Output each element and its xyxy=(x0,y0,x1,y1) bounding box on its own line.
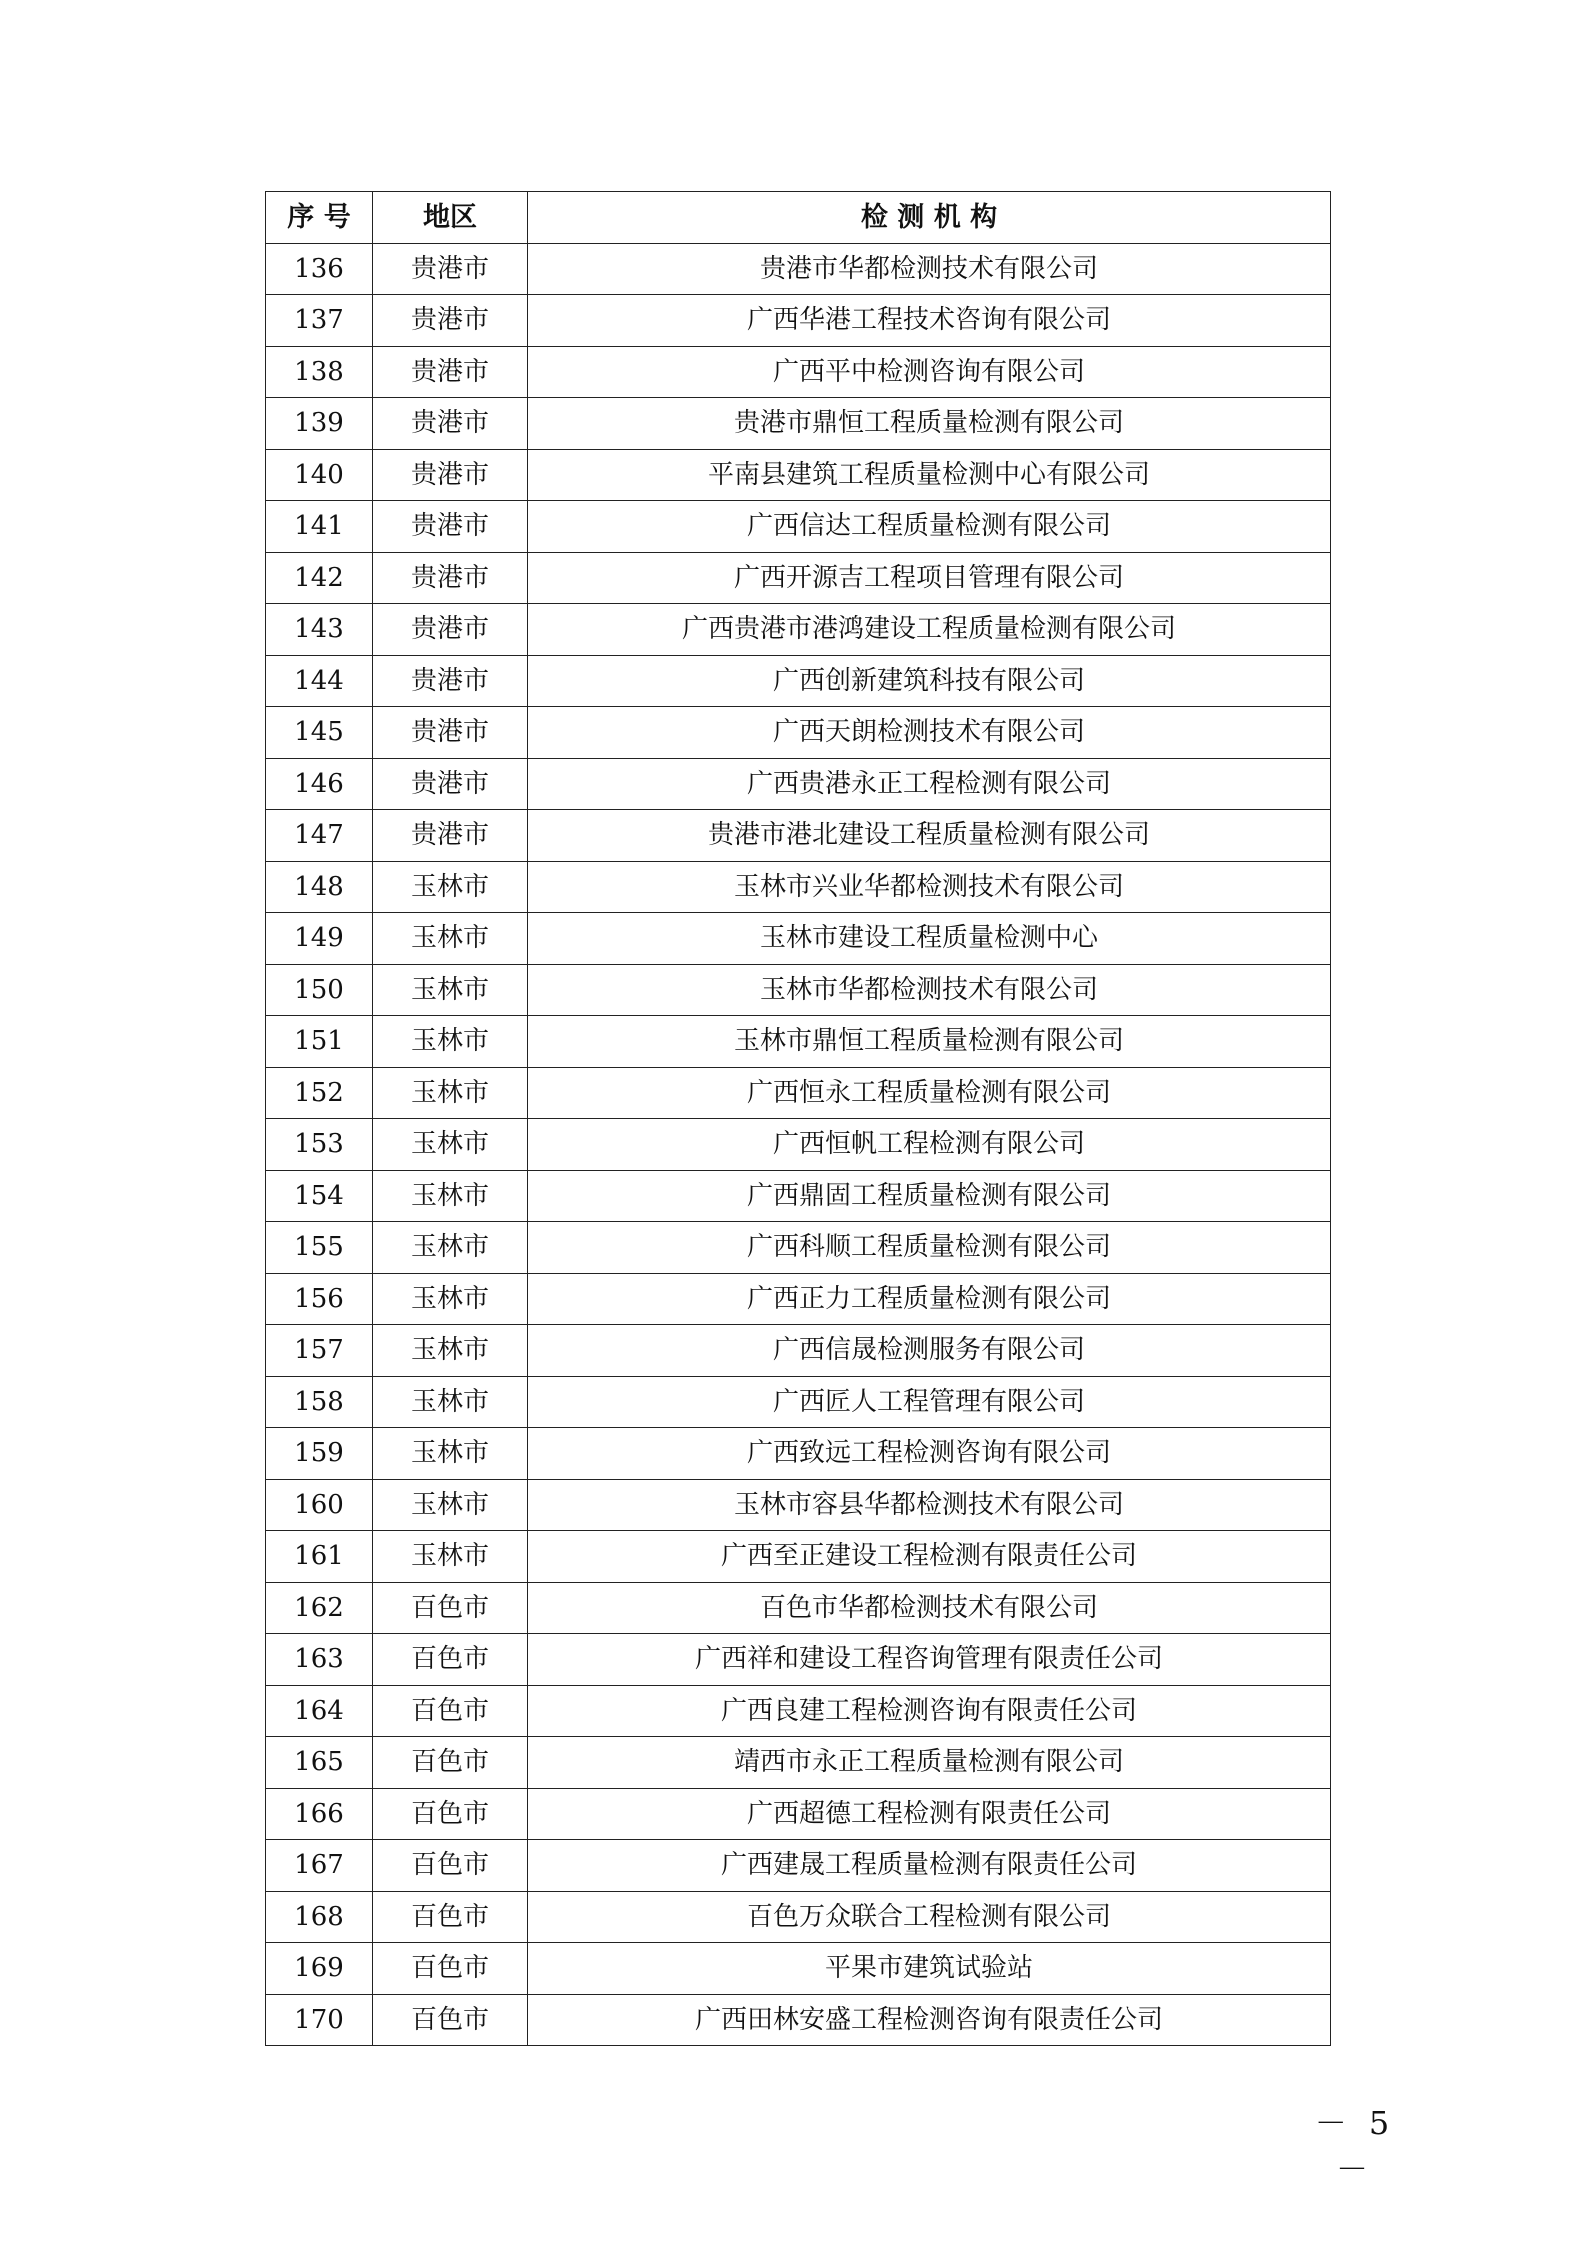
table-row xyxy=(266,1222,1331,1274)
cell-region: 玉林市 xyxy=(373,964,528,1016)
cell-seq: 152 xyxy=(266,1067,373,1119)
table-row xyxy=(266,243,1331,295)
table-row xyxy=(266,1994,1331,2046)
table-row xyxy=(266,1273,1331,1325)
table-row xyxy=(266,449,1331,501)
cell-seq: 139 xyxy=(266,398,373,450)
cell-region: 贵港市 xyxy=(373,758,528,810)
cell-region: 玉林市 xyxy=(373,913,528,965)
table-row xyxy=(266,707,1331,759)
cell-org: 广西创新建筑科技有限公司 xyxy=(528,655,1331,707)
cell-region: 百色市 xyxy=(373,1685,528,1737)
page-number: － 5 － xyxy=(1314,2104,1396,2188)
cell-region: 玉林市 xyxy=(373,1119,528,1171)
header-org: 检 测 机 构 xyxy=(528,192,1331,244)
cell-org: 广西祥和建设工程咨询管理有限责任公司 xyxy=(528,1634,1331,1686)
cell-seq: 159 xyxy=(266,1428,373,1480)
cell-region: 百色市 xyxy=(373,1840,528,1892)
cell-seq: 141 xyxy=(266,501,373,553)
cell-region: 贵港市 xyxy=(373,243,528,295)
cell-seq: 165 xyxy=(266,1737,373,1789)
table-row xyxy=(266,810,1331,862)
cell-region: 百色市 xyxy=(373,1943,528,1995)
cell-region: 贵港市 xyxy=(373,398,528,450)
header-row xyxy=(266,192,1331,244)
cell-seq: 138 xyxy=(266,346,373,398)
table-row xyxy=(266,1891,1331,1943)
cell-region: 贵港市 xyxy=(373,449,528,501)
cell-region: 百色市 xyxy=(373,1788,528,1840)
cell-seq: 149 xyxy=(266,913,373,965)
cell-org: 平南县建筑工程质量检测中心有限公司 xyxy=(528,449,1331,501)
cell-org: 广西天朗检测技术有限公司 xyxy=(528,707,1331,759)
cell-seq: 143 xyxy=(266,604,373,656)
table-header xyxy=(266,192,1331,244)
cell-seq: 153 xyxy=(266,1119,373,1171)
cell-org: 广西鼎固工程质量检测有限公司 xyxy=(528,1170,1331,1222)
cell-seq: 168 xyxy=(266,1891,373,1943)
cell-region: 贵港市 xyxy=(373,346,528,398)
cell-seq: 162 xyxy=(266,1582,373,1634)
table-row xyxy=(266,604,1331,656)
cell-region: 贵港市 xyxy=(373,604,528,656)
cell-region: 贵港市 xyxy=(373,810,528,862)
cell-seq: 163 xyxy=(266,1634,373,1686)
cell-seq: 164 xyxy=(266,1685,373,1737)
cell-org: 贵港市港北建设工程质量检测有限公司 xyxy=(528,810,1331,862)
cell-region: 贵港市 xyxy=(373,655,528,707)
cell-org: 广西开源吉工程项目管理有限公司 xyxy=(528,552,1331,604)
cell-org: 玉林市鼎恒工程质量检测有限公司 xyxy=(528,1016,1331,1068)
table-row xyxy=(266,398,1331,450)
cell-org: 广西平中检测咨询有限公司 xyxy=(528,346,1331,398)
cell-org: 广西恒永工程质量检测有限公司 xyxy=(528,1067,1331,1119)
table-row xyxy=(266,552,1331,604)
cell-region: 百色市 xyxy=(373,1737,528,1789)
cell-region: 玉林市 xyxy=(373,1016,528,1068)
cell-region: 百色市 xyxy=(373,1634,528,1686)
table-row xyxy=(266,1119,1331,1171)
table-row xyxy=(266,346,1331,398)
table-row xyxy=(266,1428,1331,1480)
cell-region: 贵港市 xyxy=(373,501,528,553)
table-row xyxy=(266,1376,1331,1428)
cell-seq: 140 xyxy=(266,449,373,501)
table-body xyxy=(266,243,1331,2046)
cell-org: 玉林市建设工程质量检测中心 xyxy=(528,913,1331,965)
cell-org: 靖西市永正工程质量检测有限公司 xyxy=(528,1737,1331,1789)
cell-seq: 156 xyxy=(266,1273,373,1325)
cell-org: 广西华港工程技术咨询有限公司 xyxy=(528,295,1331,347)
table-row xyxy=(266,1016,1331,1068)
table-row xyxy=(266,1325,1331,1377)
cell-seq: 155 xyxy=(266,1222,373,1274)
table-row xyxy=(266,1479,1331,1531)
cell-region: 百色市 xyxy=(373,1582,528,1634)
cell-seq: 145 xyxy=(266,707,373,759)
cell-org: 广西科顺工程质量检测有限公司 xyxy=(528,1222,1331,1274)
table-row xyxy=(266,964,1331,1016)
cell-org: 玉林市容县华都检测技术有限公司 xyxy=(528,1479,1331,1531)
cell-region: 玉林市 xyxy=(373,1376,528,1428)
table-row xyxy=(266,1634,1331,1686)
cell-region: 玉林市 xyxy=(373,1170,528,1222)
cell-org: 广西超德工程检测有限责任公司 xyxy=(528,1788,1331,1840)
cell-region: 百色市 xyxy=(373,1994,528,2046)
cell-org: 广西正力工程质量检测有限公司 xyxy=(528,1273,1331,1325)
cell-region: 玉林市 xyxy=(373,1325,528,1377)
cell-org: 广西田林安盛工程检测咨询有限责任公司 xyxy=(528,1994,1331,2046)
cell-region: 玉林市 xyxy=(373,1067,528,1119)
cell-org: 广西贵港市港鸿建设工程质量检测有限公司 xyxy=(528,604,1331,656)
cell-region: 玉林市 xyxy=(373,1428,528,1480)
cell-region: 玉林市 xyxy=(373,1273,528,1325)
cell-region: 贵港市 xyxy=(373,707,528,759)
cell-region: 贵港市 xyxy=(373,295,528,347)
cell-seq: 157 xyxy=(266,1325,373,1377)
cell-seq: 169 xyxy=(266,1943,373,1995)
cell-seq: 150 xyxy=(266,964,373,1016)
cell-region: 玉林市 xyxy=(373,861,528,913)
cell-org: 广西致远工程检测咨询有限公司 xyxy=(528,1428,1331,1480)
cell-org: 广西信晟检测服务有限公司 xyxy=(528,1325,1331,1377)
cell-org: 百色万众联合工程检测有限公司 xyxy=(528,1891,1331,1943)
table-row xyxy=(266,1170,1331,1222)
cell-org: 玉林市华都检测技术有限公司 xyxy=(528,964,1331,1016)
table-row xyxy=(266,861,1331,913)
cell-org: 广西恒帆工程检测有限公司 xyxy=(528,1119,1331,1171)
cell-region: 贵港市 xyxy=(373,552,528,604)
cell-seq: 142 xyxy=(266,552,373,604)
table-row xyxy=(266,1531,1331,1583)
cell-seq: 170 xyxy=(266,1994,373,2046)
cell-seq: 160 xyxy=(266,1479,373,1531)
table-row xyxy=(266,655,1331,707)
testing-institution-table xyxy=(265,191,1331,2046)
cell-org: 广西良建工程检测咨询有限责任公司 xyxy=(528,1685,1331,1737)
cell-org: 广西至正建设工程检测有限责任公司 xyxy=(528,1531,1331,1583)
table-row xyxy=(266,1737,1331,1789)
cell-org: 贵港市华都检测技术有限公司 xyxy=(528,243,1331,295)
cell-region: 百色市 xyxy=(373,1891,528,1943)
cell-org: 平果市建筑试验站 xyxy=(528,1943,1331,1995)
table-row xyxy=(266,1840,1331,1892)
table-row xyxy=(266,1788,1331,1840)
cell-region: 玉林市 xyxy=(373,1479,528,1531)
cell-seq: 166 xyxy=(266,1788,373,1840)
cell-seq: 167 xyxy=(266,1840,373,1892)
cell-org: 广西信达工程质量检测有限公司 xyxy=(528,501,1331,553)
cell-seq: 137 xyxy=(266,295,373,347)
header-seq: 序 号 xyxy=(266,192,373,244)
cell-org: 百色市华都检测技术有限公司 xyxy=(528,1582,1331,1634)
table-row xyxy=(266,1943,1331,1995)
cell-region: 玉林市 xyxy=(373,1222,528,1274)
cell-org: 广西建晟工程质量检测有限责任公司 xyxy=(528,1840,1331,1892)
table-row xyxy=(266,758,1331,810)
cell-seq: 154 xyxy=(266,1170,373,1222)
cell-seq: 147 xyxy=(266,810,373,862)
cell-seq: 136 xyxy=(266,243,373,295)
cell-seq: 158 xyxy=(266,1376,373,1428)
table-row xyxy=(266,913,1331,965)
cell-seq: 148 xyxy=(266,861,373,913)
table-row xyxy=(266,501,1331,553)
table-row xyxy=(266,1685,1331,1737)
cell-org: 贵港市鼎恒工程质量检测有限公司 xyxy=(528,398,1331,450)
cell-region: 玉林市 xyxy=(373,1531,528,1583)
cell-seq: 144 xyxy=(266,655,373,707)
cell-org: 广西匠人工程管理有限公司 xyxy=(528,1376,1331,1428)
table-row xyxy=(266,295,1331,347)
cell-seq: 146 xyxy=(266,758,373,810)
cell-org: 广西贵港永正工程检测有限公司 xyxy=(528,758,1331,810)
cell-seq: 161 xyxy=(266,1531,373,1583)
header-region: 地区 xyxy=(373,192,528,244)
cell-seq: 151 xyxy=(266,1016,373,1068)
table-row xyxy=(266,1582,1331,1634)
cell-org: 玉林市兴业华都检测技术有限公司 xyxy=(528,861,1331,913)
table-row xyxy=(266,1067,1331,1119)
